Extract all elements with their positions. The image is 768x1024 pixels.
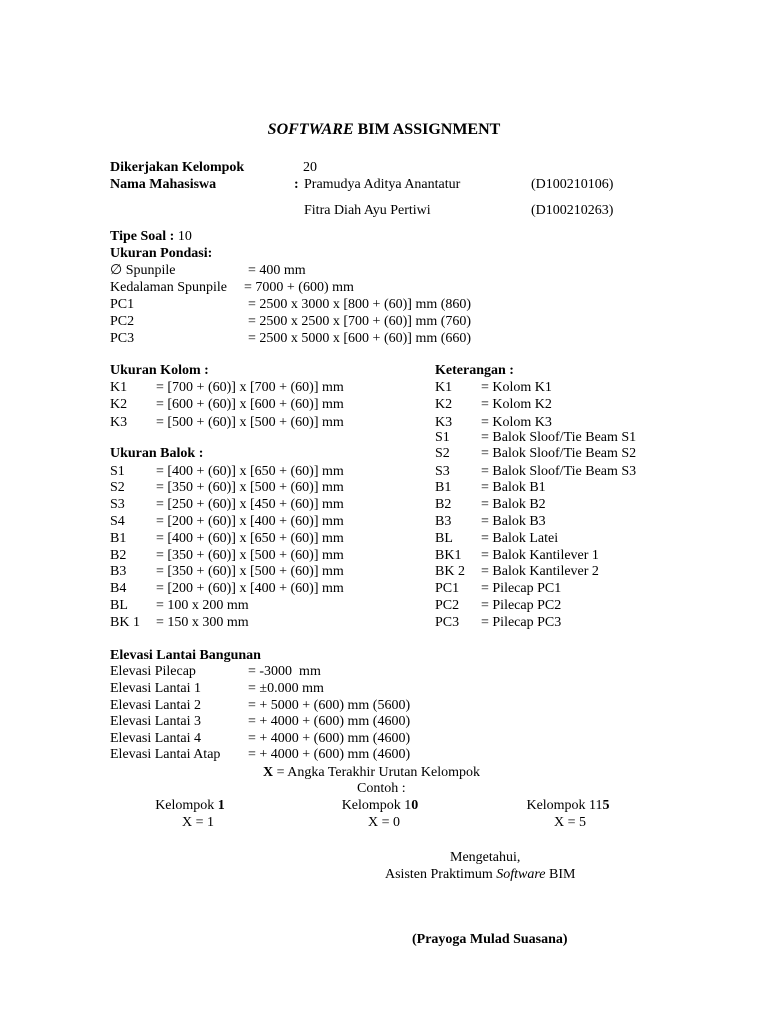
elevasi-label: Elevasi Lantai 3: [110, 714, 201, 729]
keterangan-value: = Balok B1: [481, 480, 546, 495]
keterangan-label: BK1: [435, 548, 462, 563]
nama-colon: :: [294, 177, 299, 192]
kolom-value: = [600 + (60)] x [600 + (60)] mm: [156, 397, 344, 412]
keterangan-value: = Pilecap PC2: [481, 598, 562, 613]
tipe-soal-label: Tipe Soal :: [110, 229, 175, 244]
balok-label: B1: [110, 531, 127, 546]
keterangan-label: K2: [435, 397, 453, 412]
document-title: [0, 121, 768, 138]
x-note-text: = Angka Terakhir Urutan Kelompok: [273, 765, 481, 780]
balok-label: B3: [110, 564, 127, 579]
elevasi-value: = + 5000 + (600) mm (5600): [248, 698, 411, 713]
balok-value: = [350 + (60)] x [500 + (60)] mm: [156, 548, 344, 563]
tipe-soal-value: 10: [174, 229, 192, 244]
balok-value: = [400 + (60)] x [650 + (60)] mm: [156, 464, 344, 479]
student-name: Pramudya Aditya Anantatur: [304, 177, 461, 192]
elevasi-value: = + 4000 + (600) mm (4600): [248, 714, 411, 729]
kolom-label: K3: [110, 415, 128, 430]
keterangan-label: K1: [435, 380, 453, 395]
mengetahui: Mengetahui,: [450, 850, 521, 865]
balok-value: = 150 x 300 mm: [156, 615, 249, 630]
balok-heading: Ukuran Balok :: [110, 446, 204, 461]
elevasi-heading: Elevasi Lantai Bangunan: [110, 648, 261, 663]
role-suffix: BIM: [545, 867, 576, 882]
keterangan-label: BL: [435, 531, 453, 546]
balok-label: BL: [110, 598, 128, 613]
elevasi-value: = + 4000 + (600) mm (4600): [248, 731, 411, 746]
balok-label: B4: [110, 581, 127, 596]
kolom-label: K2: [110, 397, 128, 412]
keterangan-label: B1: [435, 480, 452, 495]
role-italic: Software: [496, 867, 546, 882]
keterangan-value: = Pilecap PC1: [481, 581, 562, 596]
elevasi-label: Elevasi Lantai 2: [110, 698, 201, 713]
elevasi-value: = ±0.000 mm: [248, 681, 324, 696]
keterangan-value: = Balok B2: [481, 497, 546, 512]
pondasi-value: = 2500 x 3000 x [800 + (60)] mm (860): [248, 297, 472, 312]
kolom-value: = [700 + (60)] x [700 + (60)] mm: [156, 380, 344, 395]
keterangan-label: K3: [435, 415, 453, 430]
keterangan-label: PC2: [435, 598, 460, 613]
keterangan-value: = Kolom K2: [481, 397, 552, 412]
example-digit: 1: [217, 798, 225, 813]
keterangan-label: B3: [435, 514, 452, 529]
tipe-soal: [110, 228, 192, 245]
balok-value: = [400 + (60)] x [650 + (60)] mm: [156, 531, 344, 546]
balok-label: S2: [110, 480, 125, 495]
balok-value: = 100 x 200 mm: [156, 598, 249, 613]
elevasi-label: Elevasi Lantai 1: [110, 681, 201, 696]
kolom-label: K1: [110, 380, 128, 395]
student-nim: (D100210263): [531, 203, 614, 218]
keterangan-value: = Balok Kantilever 2: [481, 564, 599, 579]
x-symbol: X: [263, 765, 274, 780]
pondasi-value: = 7000 + (600) mm: [244, 280, 354, 295]
spunpile-label: Spunpile: [122, 263, 176, 278]
keterangan-label: S1: [435, 430, 450, 445]
title-italic: SOFTWARE: [267, 121, 354, 138]
keterangan-heading: Keterangan :: [435, 363, 514, 378]
title-rest: BIM ASSIGNMENT: [353, 121, 501, 138]
kolom-value: = [500 + (60)] x [500 + (60)] mm: [156, 415, 344, 430]
balok-value: = [350 + (60)] x [500 + (60)] mm: [156, 564, 344, 579]
keterangan-label: BK 2: [435, 564, 465, 579]
elevasi-label: Elevasi Lantai Atap: [110, 747, 221, 762]
keterangan-value: = Balok Sloof/Tie Beam S3: [481, 464, 637, 479]
balok-label: S1: [110, 464, 125, 479]
keterangan-label: PC1: [435, 581, 460, 596]
balok-label: S4: [110, 514, 125, 529]
example-prefix: Kelompok 1: [341, 798, 412, 813]
balok-value: = [350 + (60)] x [500 + (60)] mm: [156, 480, 344, 495]
keterangan-value: = Balok Sloof/Tie Beam S2: [481, 446, 637, 461]
keterangan-label: B2: [435, 497, 452, 512]
pondasi-label: PC1: [110, 297, 135, 312]
example-x: X = 1: [181, 815, 214, 830]
keterangan-value: = Kolom K3: [481, 415, 552, 430]
keterangan-value: = Pilecap PC3: [481, 615, 562, 630]
elevasi-label: Elevasi Lantai 4: [110, 731, 201, 746]
role-prefix: Asisten Praktimum: [385, 867, 497, 882]
example-prefix: Kelompok: [155, 798, 218, 813]
example-digit: 0: [411, 798, 419, 813]
pondasi-label: Kedalaman Spunpile: [110, 280, 228, 295]
kelompok-label: Dikerjakan Kelompok: [110, 160, 245, 175]
pondasi-value: = 2500 x 2500 x [700 + (60)] mm (760): [248, 314, 472, 329]
keterangan-value: = Balok Latei: [481, 531, 559, 546]
kelompok-value: 20: [303, 160, 317, 175]
example-kelompok: [140, 797, 240, 814]
balok-value: = [200 + (60)] x [400 + (60)] mm: [156, 581, 344, 596]
balok-value: = [200 + (60)] x [400 + (60)] mm: [156, 514, 344, 529]
pondasi-value: = 400 mm: [248, 263, 306, 278]
keterangan-value: = Balok Kantilever 1: [481, 548, 599, 563]
pondasi-label: PC3: [110, 331, 135, 346]
balok-label: B2: [110, 548, 127, 563]
student-name: Fitra Diah Ayu Pertiwi: [304, 203, 431, 218]
nama-label: Nama Mahasiswa: [110, 177, 217, 192]
diameter-symbol: ∅: [110, 263, 123, 278]
x-note: [263, 764, 480, 781]
example-x: X = 5: [553, 815, 586, 830]
pondasi-label: PC2: [110, 314, 135, 329]
student-nim: (D100210106): [531, 177, 614, 192]
keterangan-value: = Kolom K1: [481, 380, 552, 395]
example-prefix: Kelompok 11: [526, 798, 603, 813]
keterangan-label: PC3: [435, 615, 460, 630]
elevasi-value: = -3000 mm: [248, 664, 321, 679]
keterangan-value: = Balok B3: [481, 514, 546, 529]
keterangan-label: S2: [435, 446, 450, 461]
balok-label: S3: [110, 497, 125, 512]
pondasi-value: = 2500 x 5000 x [600 + (60)] mm (660): [248, 331, 472, 346]
elevasi-label: Elevasi Pilecap: [110, 664, 196, 679]
asisten-role: [385, 866, 575, 883]
balok-label: BK 1: [110, 615, 140, 630]
signer-name: (Prayoga Mulad Suasana): [412, 932, 568, 947]
keterangan-value: = Balok Sloof/Tie Beam S1: [481, 430, 637, 445]
example-kelompok: [325, 797, 435, 814]
kolom-heading: Ukuran Kolom :: [110, 363, 209, 378]
keterangan-label: S3: [435, 464, 450, 479]
example-x: X = 0: [367, 815, 400, 830]
example-digit: 5: [602, 798, 610, 813]
pondasi-heading: Ukuran Pondasi:: [110, 246, 213, 261]
example-kelompok: [512, 797, 624, 814]
contoh-label: Contoh :: [357, 781, 406, 796]
elevasi-value: = + 4000 + (600) mm (4600): [248, 747, 411, 762]
pondasi-label: [110, 262, 175, 279]
balok-value: = [250 + (60)] x [450 + (60)] mm: [156, 497, 344, 512]
